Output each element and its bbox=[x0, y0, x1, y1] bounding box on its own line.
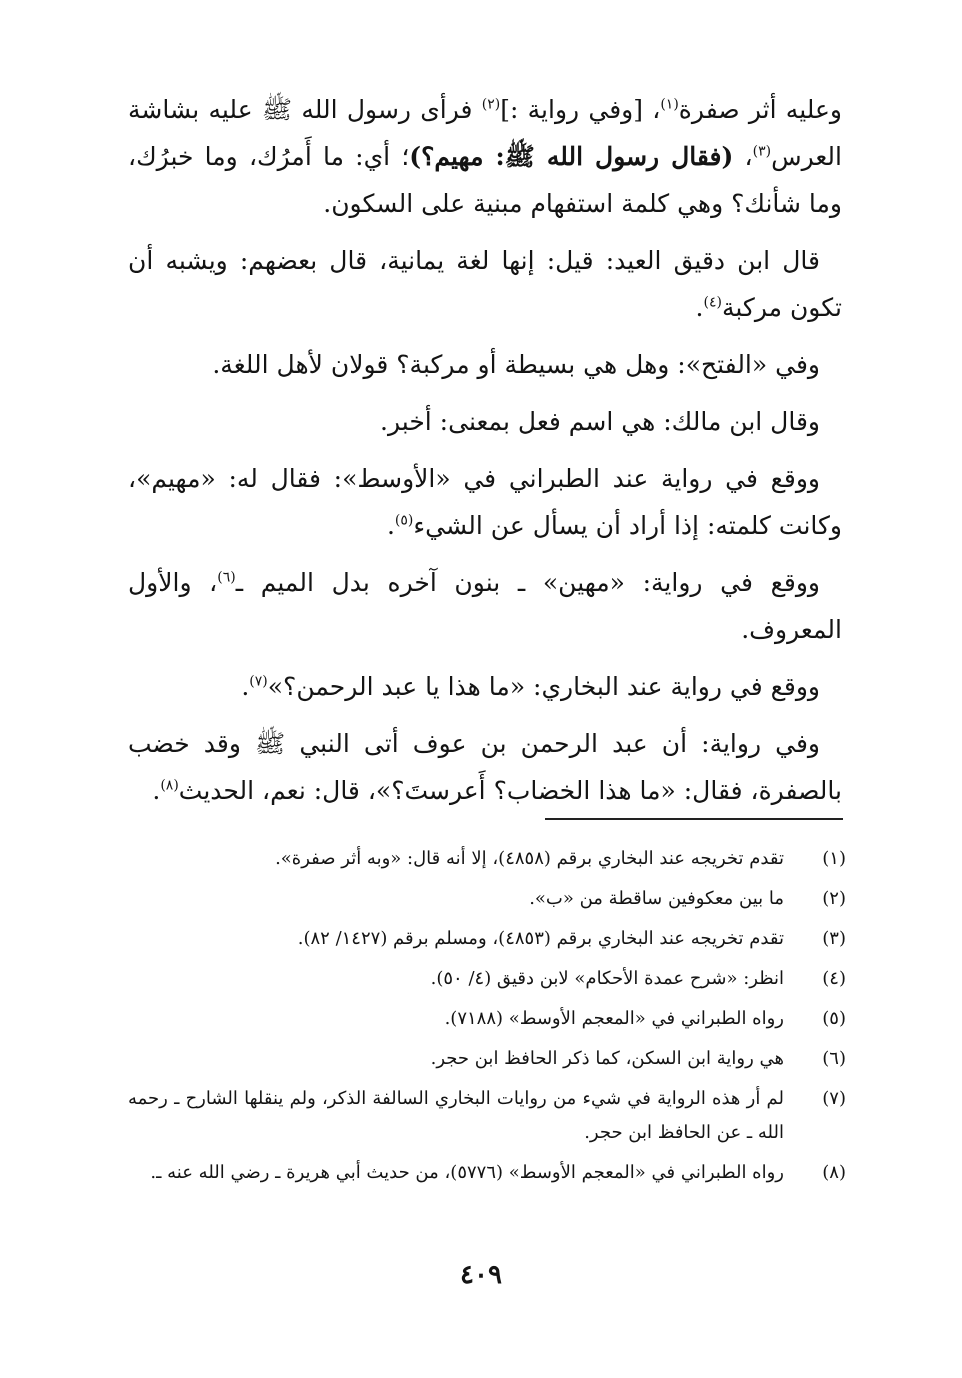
footnote-number: (٨) bbox=[822, 1162, 846, 1183]
footnote-number: (٦) bbox=[822, 1048, 846, 1069]
footnote-number: (٤) bbox=[822, 968, 846, 989]
footnote-text: لم أر هذه الرواية في شيء من روايات البخاري السالفة الذكر، ولم ينقلها الشارح ـ رحمه الله ـ عن الحافظ ابن حجر. bbox=[128, 1088, 784, 1143]
text-run: وقال ابن مالك: هي اسم فعل بمعنى: أخبر. bbox=[380, 407, 820, 436]
footnotes bbox=[128, 842, 846, 1196]
footnote-text: تقدم تخريجه عند البخاري برقم (٤٨٥٣)، ومسلم برقم (١٤٢٧/ ٨٢). bbox=[297, 928, 784, 949]
footnote-text: ما بين معكوفين ساقطة من «ب». bbox=[529, 888, 784, 909]
text-run: . bbox=[386, 511, 395, 540]
footnote-divider bbox=[545, 818, 843, 820]
text-run: . bbox=[241, 672, 250, 701]
footnote-item bbox=[128, 1042, 846, 1076]
footnote-item bbox=[128, 882, 846, 916]
footnote-item bbox=[128, 1156, 846, 1190]
text-run: ؛ أي: ما أَمرُك، وما خبرُك، وما شأنك؟ وهي كلمة استفهام مبنية على السكون. bbox=[128, 142, 842, 218]
text-run: ووقع في رواية: «مهين» ـ بنون آخره بدل الميم ـ bbox=[235, 568, 820, 597]
footnote-marker: (٥) bbox=[394, 512, 414, 529]
text-run: ، bbox=[733, 142, 753, 171]
text-run: قال ابن دقيق العيد: قيل: إنها لغة يمانية، قال بعضهم: ويشبه أن تكون مركبة bbox=[128, 246, 842, 322]
footnote-text: انظر: «شرح عمدة الأحكام» لابن دقيق (٤/ ٥٠). bbox=[430, 968, 784, 989]
footnote-marker: (٨) bbox=[160, 777, 179, 794]
footnote-marker: (١) bbox=[660, 96, 679, 113]
text-run: وفي رواية: أن عبد الرحمن بن عوف أتى النبي ﷺ وقد خضب بالصفرة، فقال: «ما هذا الخضاب؟ أَعرستَ؟»، قال: نعم، الحديث bbox=[128, 729, 842, 805]
footnote-marker: (٣) bbox=[752, 143, 772, 160]
paragraph bbox=[128, 398, 842, 445]
text-run: ووقع في رواية عند الطبراني في «الأوسط»: فقال له: «مهيم»، وكانت كلمته: إذا أراد أن يسأل عن الشيء bbox=[128, 464, 842, 540]
footnote-item bbox=[128, 1082, 846, 1150]
footnote-marker: (٦) bbox=[217, 569, 236, 586]
text-run: وفي «الفتح»: وهل هي بسيطة أو مركبة؟ قولان لأهل اللغة. bbox=[212, 350, 820, 379]
footnote-marker: (٢) bbox=[481, 96, 501, 113]
footnote-marker: (٧) bbox=[249, 673, 268, 690]
text-run: . bbox=[152, 776, 161, 805]
paragraph bbox=[128, 237, 842, 331]
footnote-number: (١) bbox=[822, 848, 846, 869]
paragraph bbox=[128, 455, 842, 549]
bold-quote: (فقال رسول الله ﷺ: مهيم؟) bbox=[409, 142, 734, 171]
footnote-text: رواه الطبراني في «المعجم الأوسط» (٧١٨٨). bbox=[444, 1008, 784, 1029]
paragraph bbox=[128, 720, 842, 814]
footnote-item bbox=[128, 962, 846, 996]
footnote-number: (٢) bbox=[822, 888, 846, 909]
main-text bbox=[128, 86, 842, 814]
paragraph bbox=[128, 86, 842, 227]
paragraph bbox=[128, 663, 842, 710]
text-run: وعليه أثر صفرة bbox=[678, 95, 842, 124]
footnote-number: (٣) bbox=[822, 928, 846, 949]
footnote-text: هي رواية ابن السكن، كما ذكر الحافظ ابن حجر. bbox=[430, 1048, 784, 1069]
paragraph bbox=[128, 559, 842, 653]
text-run: . bbox=[695, 293, 704, 322]
text-run: فرأى رسول الله ﷺ عليه بشاشة العرس bbox=[128, 95, 842, 171]
footnote-item bbox=[128, 922, 846, 956]
paragraph bbox=[128, 341, 842, 388]
footnote-text: تقدم تخريجه عند البخاري برقم (٤٨٥٨)، إلا أنه قال: «وبه أثر صفرة». bbox=[275, 848, 784, 869]
footnote-item bbox=[128, 1002, 846, 1036]
text-run: ووقع في رواية عند البخاري: «ما هذا يا عبد الرحمن؟» bbox=[267, 672, 820, 701]
footnote-item bbox=[128, 842, 846, 876]
footnote-marker: (٤) bbox=[703, 294, 722, 311]
page-number: ٤٠٩ bbox=[460, 1260, 502, 1290]
footnote-number: (٧) bbox=[822, 1088, 846, 1109]
footnote-text: رواه الطبراني في «المعجم الأوسط» (٥٧٧٦)، من حديث أبي هريرة ـ رضي الله عنه ـ. bbox=[150, 1162, 784, 1183]
footnote-number: (٥) bbox=[822, 1008, 846, 1029]
text-run: ، والأول المعروف. bbox=[128, 568, 842, 644]
text-run: ، [وفي رواية :] bbox=[500, 95, 661, 124]
